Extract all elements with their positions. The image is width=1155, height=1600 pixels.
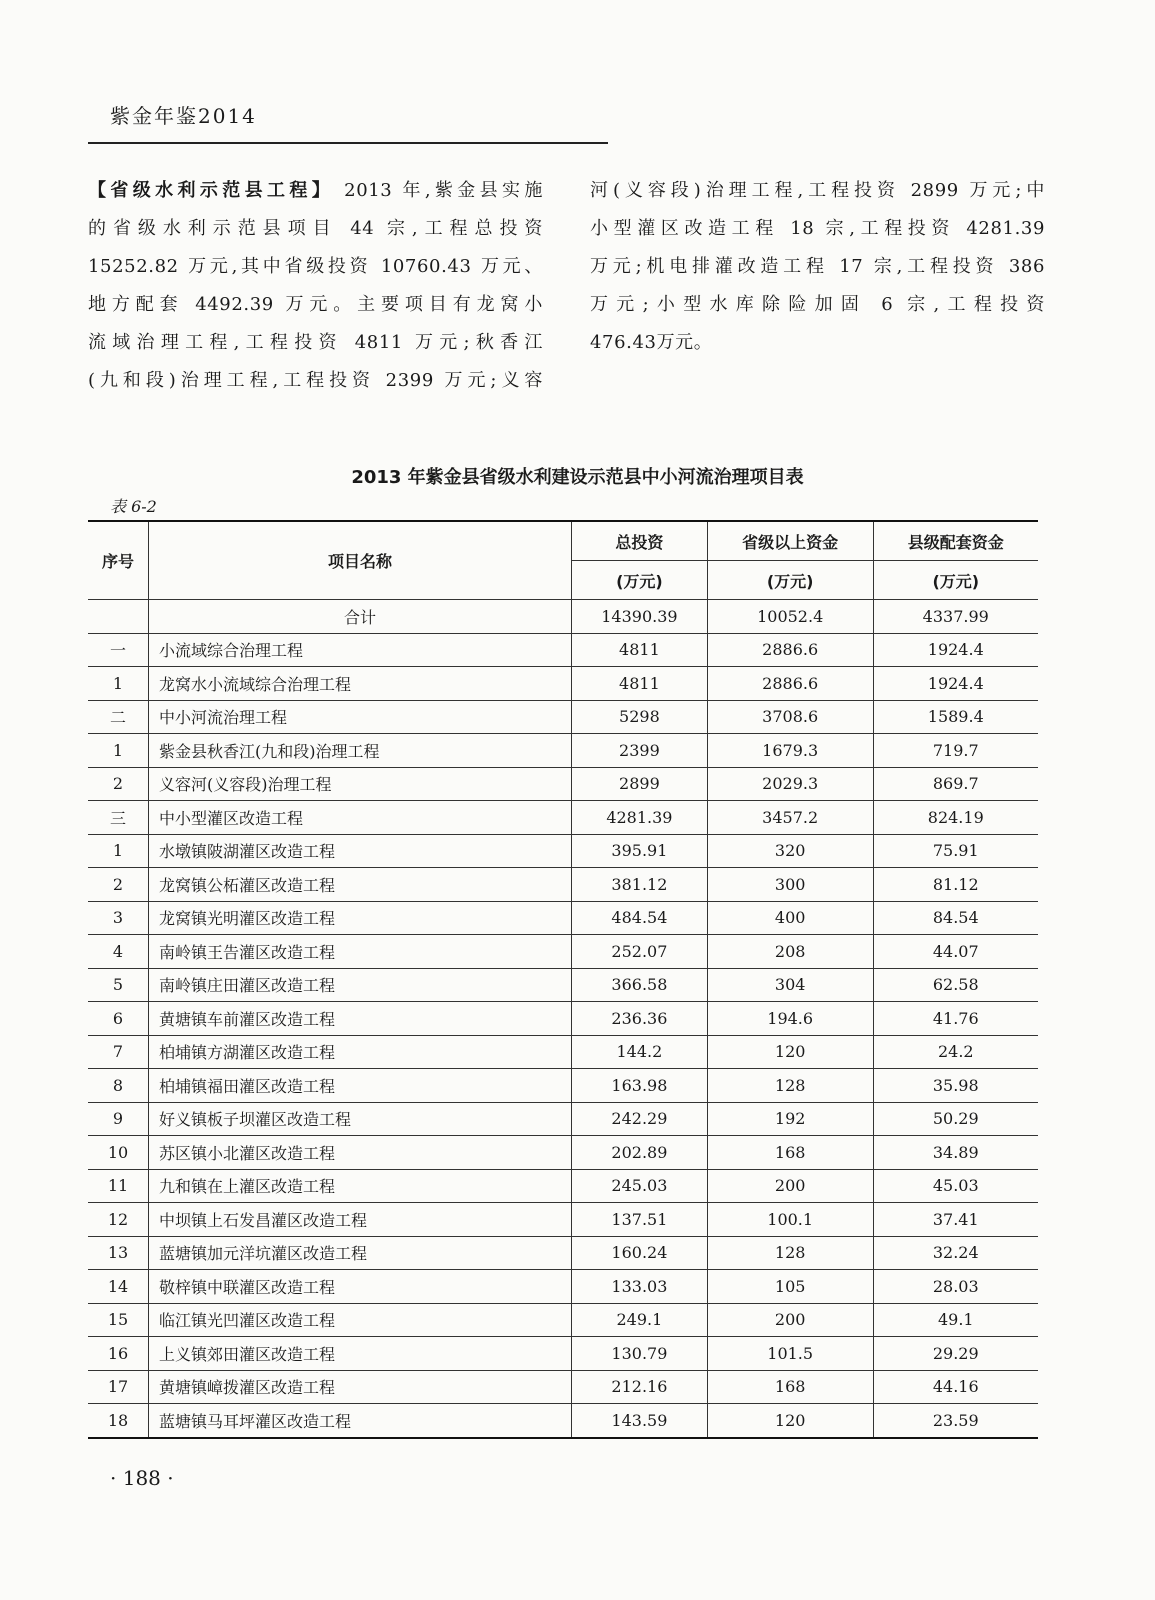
table-label: 表 6-2	[110, 497, 157, 516]
total-investment-cell: 160.24	[572, 1236, 708, 1270]
county-funds-cell: 1924.4	[873, 667, 1038, 701]
total-investment-cell: 395.91	[572, 834, 708, 868]
provincial-funds-cell: 168	[707, 1136, 873, 1170]
row-no-cell: 10	[88, 1136, 149, 1170]
table-row	[88, 868, 1038, 902]
provincial-funds-cell: 120	[707, 1035, 873, 1069]
provincial-funds-cell: 2029.3	[707, 767, 873, 801]
article-text: 的省级水利示范县项目 44 宗,工程总投资	[88, 218, 543, 239]
row-no-cell: 8	[88, 1069, 149, 1103]
county-funds-cell: 44.07	[873, 935, 1038, 969]
row-no-cell: 17	[88, 1370, 149, 1404]
county-funds-cell: 34.89	[873, 1136, 1038, 1170]
article-text: 2013 年,紫金县实施	[334, 180, 543, 201]
article-line: 小型灌区改造工程 18 宗,工程投资 4281.39	[590, 218, 1045, 239]
header-total: 总投资	[572, 521, 708, 561]
project-name-cell: 南岭镇庄田灌区改造工程	[149, 968, 572, 1002]
provincial-funds-cell: 100.1	[707, 1203, 873, 1237]
total-investment-cell: 144.2	[572, 1035, 708, 1069]
row-no-cell: 三	[88, 801, 149, 835]
project-name-cell: 黄塘镇嶂拨灌区改造工程	[149, 1370, 572, 1404]
total-investment-cell: 4281.39	[572, 801, 708, 835]
article-right-column	[590, 172, 1045, 362]
table-row	[88, 1002, 1038, 1036]
row-no-cell: 16	[88, 1337, 149, 1371]
project-name-cell: 黄塘镇车前灌区改造工程	[149, 1002, 572, 1036]
row-no-cell: 1	[88, 734, 149, 768]
provincial-funds-cell: 2886.6	[707, 633, 873, 667]
article-line	[88, 362, 543, 400]
row-no-cell: 1	[88, 667, 149, 701]
project-name-cell: 合计	[149, 600, 572, 634]
table-row	[88, 1169, 1038, 1203]
county-funds-cell: 81.12	[873, 868, 1038, 902]
total-investment-cell: 484.54	[572, 901, 708, 935]
header-rule	[88, 142, 608, 144]
provincial-funds-cell: 300	[707, 868, 873, 902]
article-text: 15252.82 万元,其中省级投资 10760.43 万元、	[88, 256, 543, 277]
table-row	[88, 1035, 1038, 1069]
total-investment-cell: 252.07	[572, 935, 708, 969]
county-funds-cell: 28.03	[873, 1270, 1038, 1304]
row-no-cell: 15	[88, 1303, 149, 1337]
row-no-cell: 二	[88, 700, 149, 734]
total-investment-cell: 143.59	[572, 1404, 708, 1438]
table-row	[88, 633, 1038, 667]
article-line	[88, 324, 543, 362]
project-name-cell: 苏区镇小北灌区改造工程	[149, 1136, 572, 1170]
provincial-funds-cell: 3708.6	[707, 700, 873, 734]
county-funds-cell: 45.03	[873, 1169, 1038, 1203]
total-investment-cell: 14390.39	[572, 600, 708, 634]
table-row	[88, 1102, 1038, 1136]
county-funds-cell: 23.59	[873, 1404, 1038, 1438]
total-investment-cell: 236.36	[572, 1002, 708, 1036]
total-investment-cell: 137.51	[572, 1203, 708, 1237]
row-no-cell: 11	[88, 1169, 149, 1203]
project-name-cell: 好义镇板子坝灌区改造工程	[149, 1102, 572, 1136]
header-name: 项目名称	[149, 521, 572, 600]
provincial-funds-cell: 168	[707, 1370, 873, 1404]
article-line: 476.43万元。	[590, 332, 713, 353]
article-line: 万元;小型水库除险加固 6 宗,工程投资	[590, 294, 1045, 315]
table-row	[88, 1303, 1038, 1337]
total-investment-cell: 242.29	[572, 1102, 708, 1136]
article-line: 河(义容段)治理工程,工程投资 2899 万元;中	[590, 180, 1045, 201]
row-no-cell: 18	[88, 1404, 149, 1438]
county-funds-cell: 75.91	[873, 834, 1038, 868]
table-row	[88, 801, 1038, 835]
project-name-cell: 柏埔镇福田灌区改造工程	[149, 1069, 572, 1103]
article-text: 流域治理工程,工程投资 4811 万元;秋香江	[88, 332, 543, 353]
table-row	[88, 734, 1038, 768]
total-investment-cell: 366.58	[572, 968, 708, 1002]
total-investment-cell: 245.03	[572, 1169, 708, 1203]
county-funds-cell: 44.16	[873, 1370, 1038, 1404]
article-line	[88, 172, 543, 210]
provincial-funds-cell: 120	[707, 1404, 873, 1438]
article-line	[88, 286, 543, 324]
county-funds-cell: 24.2	[873, 1035, 1038, 1069]
county-funds-cell: 84.54	[873, 901, 1038, 935]
project-name-cell: 水墩镇陂湖灌区改造工程	[149, 834, 572, 868]
county-funds-cell: 1924.4	[873, 633, 1038, 667]
table-row	[88, 1203, 1038, 1237]
county-funds-cell: 62.58	[873, 968, 1038, 1002]
total-investment-cell: 202.89	[572, 1136, 708, 1170]
county-funds-cell: 869.7	[873, 767, 1038, 801]
section-heading: 【省级水利示范县工程】	[88, 180, 335, 201]
county-funds-cell: 41.76	[873, 1002, 1038, 1036]
county-funds-cell: 35.98	[873, 1069, 1038, 1103]
total-investment-cell: 2899	[572, 767, 708, 801]
project-name-cell: 临江镇光凹灌区改造工程	[149, 1303, 572, 1337]
table-row	[88, 600, 1038, 634]
row-no-cell: 9	[88, 1102, 149, 1136]
row-no-cell: 6	[88, 1002, 149, 1036]
table-row	[88, 1404, 1038, 1438]
provincial-funds-cell: 101.5	[707, 1337, 873, 1371]
county-funds-cell: 49.1	[873, 1303, 1038, 1337]
provincial-funds-cell: 3457.2	[707, 801, 873, 835]
total-investment-cell: 249.1	[572, 1303, 708, 1337]
total-investment-cell: 133.03	[572, 1270, 708, 1304]
provincial-funds-cell: 400	[707, 901, 873, 935]
row-no-cell: 1	[88, 834, 149, 868]
project-name-cell: 敬梓镇中联灌区改造工程	[149, 1270, 572, 1304]
project-name-cell: 南岭镇王告灌区改造工程	[149, 935, 572, 969]
county-funds-cell: 29.29	[873, 1337, 1038, 1371]
provincial-funds-cell: 128	[707, 1069, 873, 1103]
table-row	[88, 667, 1038, 701]
total-investment-cell: 5298	[572, 700, 708, 734]
row-no-cell	[88, 600, 149, 634]
total-investment-cell: 130.79	[572, 1337, 708, 1371]
project-table	[88, 520, 1038, 1439]
provincial-funds-cell: 128	[707, 1236, 873, 1270]
provincial-funds-cell: 105	[707, 1270, 873, 1304]
county-funds-cell: 32.24	[873, 1236, 1038, 1270]
article-left-column	[88, 172, 543, 400]
project-name-cell: 龙窝镇光明灌区改造工程	[149, 901, 572, 935]
header-county: 县级配套资金	[873, 521, 1038, 561]
table-row	[88, 834, 1038, 868]
table-row	[88, 935, 1038, 969]
table-row	[88, 1337, 1038, 1371]
table-row	[88, 968, 1038, 1002]
page-number: · 188 ·	[110, 1466, 174, 1490]
project-name-cell: 柏埔镇方湖灌区改造工程	[149, 1035, 572, 1069]
table-row	[88, 1370, 1038, 1404]
article-line	[88, 248, 543, 286]
project-name-cell: 蓝塘镇加元洋坑灌区改造工程	[149, 1236, 572, 1270]
row-no-cell: 2	[88, 767, 149, 801]
project-name-cell: 紫金县秋香江(九和段)治理工程	[149, 734, 572, 768]
row-no-cell: 4	[88, 935, 149, 969]
provincial-funds-cell: 194.6	[707, 1002, 873, 1036]
total-investment-cell: 381.12	[572, 868, 708, 902]
article-line: 万元;机电排灌改造工程 17 宗,工程投资 386	[590, 256, 1045, 277]
row-no-cell: 2	[88, 868, 149, 902]
table-row	[88, 767, 1038, 801]
total-investment-cell: 212.16	[572, 1370, 708, 1404]
header-provincial-unit: (万元)	[707, 561, 873, 600]
total-investment-cell: 2399	[572, 734, 708, 768]
provincial-funds-cell: 2886.6	[707, 667, 873, 701]
provincial-funds-cell: 1679.3	[707, 734, 873, 768]
provincial-funds-cell: 320	[707, 834, 873, 868]
project-name-cell: 蓝塘镇马耳坪灌区改造工程	[149, 1404, 572, 1438]
county-funds-cell: 824.19	[873, 801, 1038, 835]
county-funds-cell: 719.7	[873, 734, 1038, 768]
total-investment-cell: 163.98	[572, 1069, 708, 1103]
article-text: 地方配套 4492.39 万元。主要项目有龙窝小	[88, 294, 543, 315]
header-no: 序号	[88, 521, 149, 600]
project-name-cell: 中小型灌区改造工程	[149, 801, 572, 835]
provincial-funds-cell: 200	[707, 1169, 873, 1203]
article-line	[88, 210, 543, 248]
county-funds-cell: 37.41	[873, 1203, 1038, 1237]
table-row	[88, 901, 1038, 935]
header-provincial: 省级以上资金	[707, 521, 873, 561]
provincial-funds-cell: 208	[707, 935, 873, 969]
project-name-cell: 龙窝水小流域综合治理工程	[149, 667, 572, 701]
project-name-cell: 九和镇在上灌区改造工程	[149, 1169, 572, 1203]
project-name-cell: 龙窝镇公柘灌区改造工程	[149, 868, 572, 902]
row-no-cell: 7	[88, 1035, 149, 1069]
table-row	[88, 1136, 1038, 1170]
running-head: 紫金年鉴2014	[110, 104, 257, 128]
table-row	[88, 1069, 1038, 1103]
provincial-funds-cell: 192	[707, 1102, 873, 1136]
project-name-cell: 义容河(义容段)治理工程	[149, 767, 572, 801]
header-total-unit: (万元)	[572, 561, 708, 600]
table-body	[88, 600, 1038, 1438]
county-funds-cell: 4337.99	[873, 600, 1038, 634]
table-row	[88, 700, 1038, 734]
project-name-cell: 中坝镇上石发昌灌区改造工程	[149, 1203, 572, 1237]
project-name-cell: 上义镇郊田灌区改造工程	[149, 1337, 572, 1371]
provincial-funds-cell: 10052.4	[707, 600, 873, 634]
row-no-cell: 5	[88, 968, 149, 1002]
header-county-unit: (万元)	[873, 561, 1038, 600]
provincial-funds-cell: 304	[707, 968, 873, 1002]
row-no-cell: 一	[88, 633, 149, 667]
row-no-cell: 3	[88, 901, 149, 935]
table-row	[88, 1236, 1038, 1270]
total-investment-cell: 4811	[572, 633, 708, 667]
table-row	[88, 1270, 1038, 1304]
total-investment-cell: 4811	[572, 667, 708, 701]
table-title: 2013 年紫金县省级水利建设示范县中小河流治理项目表	[351, 467, 804, 488]
row-no-cell: 14	[88, 1270, 149, 1304]
county-funds-cell: 1589.4	[873, 700, 1038, 734]
row-no-cell: 13	[88, 1236, 149, 1270]
county-funds-cell: 50.29	[873, 1102, 1038, 1136]
article-text: (九和段)治理工程,工程投资 2399 万元;义容	[88, 370, 543, 391]
provincial-funds-cell: 200	[707, 1303, 873, 1337]
project-name-cell: 小流域综合治理工程	[149, 633, 572, 667]
project-name-cell: 中小河流治理工程	[149, 700, 572, 734]
row-no-cell: 12	[88, 1203, 149, 1237]
